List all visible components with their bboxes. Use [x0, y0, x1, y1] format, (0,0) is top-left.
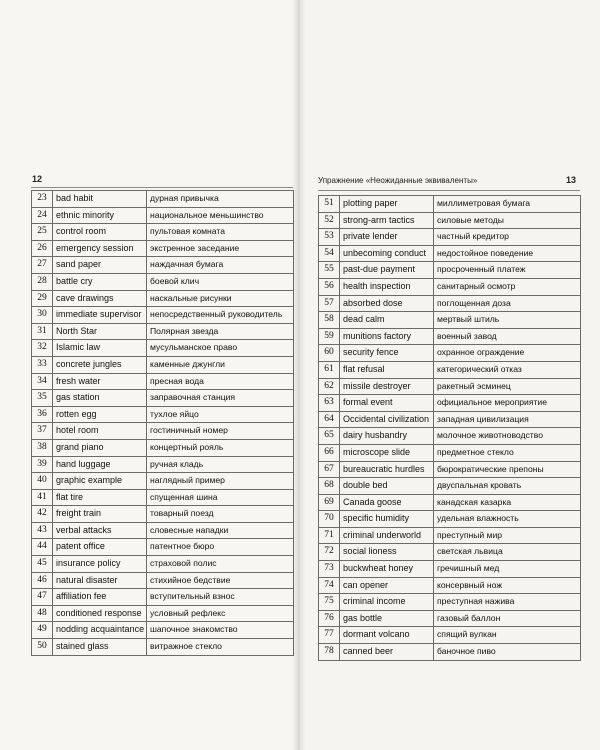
table-row	[319, 610, 581, 627]
russian-equivalent: вступительный взнос	[147, 589, 294, 606]
english-term: dormant volcano	[340, 627, 434, 644]
russian-equivalent: преступный мир	[434, 527, 581, 544]
english-term: social lioness	[340, 544, 434, 561]
table-row	[319, 511, 581, 528]
english-term: munitions factory	[340, 328, 434, 345]
russian-equivalent: товарный поезд	[147, 506, 294, 523]
table-row	[319, 345, 581, 362]
russian-equivalent: концертный рояль	[147, 439, 294, 456]
table-row	[319, 328, 581, 345]
russian-equivalent: экстренное заседание	[147, 240, 294, 257]
russian-equivalent: газовый баллон	[434, 610, 581, 627]
english-term: verbal attacks	[53, 522, 147, 539]
table-row	[32, 622, 294, 639]
row-number: 60	[319, 345, 340, 362]
russian-equivalent: категорический отказ	[434, 361, 581, 378]
row-number: 53	[319, 229, 340, 246]
table-row	[319, 561, 581, 578]
russian-equivalent: санитарный осмотр	[434, 278, 581, 295]
row-number: 67	[319, 461, 340, 478]
english-term: affiliation fee	[53, 589, 147, 606]
row-number: 38	[32, 439, 53, 456]
row-number: 69	[319, 494, 340, 511]
russian-equivalent: силовые методы	[434, 212, 581, 229]
russian-equivalent: Полярная звезда	[147, 323, 294, 340]
russian-equivalent: молочное животноводство	[434, 428, 581, 445]
table-row	[32, 224, 294, 241]
english-term: past-due payment	[340, 262, 434, 279]
russian-equivalent: витражное стекло	[147, 639, 294, 656]
russian-equivalent: двуспальная кровать	[434, 478, 581, 495]
russian-equivalent: каменные джунгли	[147, 356, 294, 373]
english-term: graphic example	[53, 473, 147, 490]
russian-equivalent: спущенная шина	[147, 489, 294, 506]
english-term: stained glass	[53, 639, 147, 656]
russian-equivalent: словесные нападки	[147, 522, 294, 539]
english-term: Occidental civilization	[340, 411, 434, 428]
table-row	[32, 522, 294, 539]
left-header-rule	[31, 187, 293, 188]
table-row	[319, 278, 581, 295]
row-number: 78	[319, 644, 340, 661]
row-number: 28	[32, 273, 53, 290]
vocab-table-left	[31, 190, 294, 656]
row-number: 33	[32, 356, 53, 373]
row-number: 29	[32, 290, 53, 307]
right-page-number: 13	[566, 175, 577, 185]
table-row	[32, 456, 294, 473]
table-row	[319, 644, 581, 661]
table-row	[32, 572, 294, 589]
english-term: private lender	[340, 229, 434, 246]
english-term: Canada goose	[340, 494, 434, 511]
row-number: 63	[319, 395, 340, 412]
row-number: 51	[319, 196, 340, 213]
table-row	[32, 605, 294, 622]
russian-equivalent: заправочная станция	[147, 390, 294, 407]
row-number: 65	[319, 428, 340, 445]
russian-equivalent: боевой клич	[147, 273, 294, 290]
english-term: control room	[53, 224, 147, 241]
russian-equivalent: охранное ограждение	[434, 345, 581, 362]
row-number: 26	[32, 240, 53, 257]
row-number: 40	[32, 473, 53, 490]
table-row	[32, 473, 294, 490]
russian-equivalent: страховой полис	[147, 556, 294, 573]
russian-equivalent: предметное стекло	[434, 444, 581, 461]
english-term: bad habit	[53, 191, 147, 208]
russian-equivalent: условный рефлекс	[147, 605, 294, 622]
english-term: canned beer	[340, 644, 434, 661]
row-number: 66	[319, 444, 340, 461]
row-number: 25	[32, 224, 53, 241]
row-number: 74	[319, 577, 340, 594]
russian-equivalent: частный кредитор	[434, 229, 581, 246]
table-row	[32, 290, 294, 307]
english-term: buckwheat honey	[340, 561, 434, 578]
row-number: 61	[319, 361, 340, 378]
english-term: gas station	[53, 390, 147, 407]
english-term: patent office	[53, 539, 147, 556]
english-term: dead calm	[340, 312, 434, 329]
english-term: battle cry	[53, 273, 147, 290]
russian-equivalent: дурная привычка	[147, 191, 294, 208]
english-term: ethnic minority	[53, 207, 147, 224]
table-row	[32, 589, 294, 606]
row-number: 37	[32, 423, 53, 440]
russian-equivalent: баночное пиво	[434, 644, 581, 661]
row-number: 42	[32, 506, 53, 523]
russian-equivalent: преступная нажива	[434, 594, 581, 611]
table-row	[319, 527, 581, 544]
row-number: 24	[32, 207, 53, 224]
table-row	[319, 262, 581, 279]
row-number: 70	[319, 511, 340, 528]
russian-equivalent: мусульманское право	[147, 340, 294, 357]
table-row	[32, 207, 294, 224]
russian-equivalent: гостиничный номер	[147, 423, 294, 440]
english-term: strong-arm tactics	[340, 212, 434, 229]
english-term: can opener	[340, 577, 434, 594]
russian-equivalent: ручная кладь	[147, 456, 294, 473]
right-header-rule	[318, 190, 580, 191]
table-row	[32, 390, 294, 407]
russian-equivalent: канадская казарка	[434, 494, 581, 511]
russian-equivalent: светская львица	[434, 544, 581, 561]
row-number: 34	[32, 373, 53, 390]
russian-equivalent: тухлое яйцо	[147, 406, 294, 423]
table-row	[319, 478, 581, 495]
row-number: 75	[319, 594, 340, 611]
row-number: 35	[32, 390, 53, 407]
russian-equivalent: непосредственный руководитель	[147, 307, 294, 324]
row-number: 58	[319, 312, 340, 329]
english-term: flat tire	[53, 489, 147, 506]
table-row	[32, 506, 294, 523]
table-row	[32, 257, 294, 274]
english-term: insurance policy	[53, 556, 147, 573]
russian-equivalent: наждачная бумага	[147, 257, 294, 274]
table-row	[32, 406, 294, 423]
row-number: 64	[319, 411, 340, 428]
english-term: emergency session	[53, 240, 147, 257]
russian-equivalent: пресная вода	[147, 373, 294, 390]
russian-equivalent: военный завод	[434, 328, 581, 345]
russian-equivalent: наскальные рисунки	[147, 290, 294, 307]
row-number: 48	[32, 605, 53, 622]
russian-equivalent: наглядный пример	[147, 473, 294, 490]
russian-equivalent: консервный нож	[434, 577, 581, 594]
table-row	[319, 295, 581, 312]
english-term: hotel room	[53, 423, 147, 440]
english-term: criminal underworld	[340, 527, 434, 544]
row-number: 55	[319, 262, 340, 279]
english-term: Islamic law	[53, 340, 147, 357]
table-row	[32, 489, 294, 506]
row-number: 23	[32, 191, 53, 208]
russian-equivalent: бюрократические препоны	[434, 461, 581, 478]
row-number: 32	[32, 340, 53, 357]
russian-equivalent: недостойное поведение	[434, 245, 581, 262]
table-row	[32, 373, 294, 390]
english-term: plotting paper	[340, 196, 434, 213]
row-number: 46	[32, 572, 53, 589]
row-number: 43	[32, 522, 53, 539]
english-term: health inspection	[340, 278, 434, 295]
table-row	[319, 312, 581, 329]
table-row	[319, 444, 581, 461]
russian-equivalent: просроченный платеж	[434, 262, 581, 279]
english-term: hand luggage	[53, 456, 147, 473]
english-term: missile destroyer	[340, 378, 434, 395]
row-number: 50	[32, 639, 53, 656]
english-term: fresh water	[53, 373, 147, 390]
russian-equivalent: пультовая комната	[147, 224, 294, 241]
row-number: 27	[32, 257, 53, 274]
row-number: 44	[32, 539, 53, 556]
row-number: 77	[319, 627, 340, 644]
english-term: nodding acquaintance	[53, 622, 147, 639]
russian-equivalent: стихийное бедствие	[147, 572, 294, 589]
table-row	[319, 196, 581, 213]
english-term: absorbed dose	[340, 295, 434, 312]
row-number: 30	[32, 307, 53, 324]
book-gutter	[292, 0, 306, 750]
row-number: 59	[319, 328, 340, 345]
table-row	[319, 627, 581, 644]
english-term: natural disaster	[53, 572, 147, 589]
row-number: 73	[319, 561, 340, 578]
table-row	[32, 539, 294, 556]
table-row	[32, 356, 294, 373]
russian-equivalent: мертвый штиль	[434, 312, 581, 329]
row-number: 57	[319, 295, 340, 312]
english-term: formal event	[340, 395, 434, 412]
russian-equivalent: поглощенная доза	[434, 295, 581, 312]
table-row	[319, 594, 581, 611]
russian-equivalent: национальное меньшинство	[147, 207, 294, 224]
english-term: unbecoming conduct	[340, 245, 434, 262]
table-row	[319, 577, 581, 594]
row-number: 62	[319, 378, 340, 395]
english-term: security fence	[340, 345, 434, 362]
table-row	[319, 411, 581, 428]
english-term: microscope slide	[340, 444, 434, 461]
english-term: dairy husbandry	[340, 428, 434, 445]
russian-equivalent: патентное бюро	[147, 539, 294, 556]
table-row	[32, 191, 294, 208]
english-term: sand paper	[53, 257, 147, 274]
table-row	[32, 307, 294, 324]
table-row	[319, 428, 581, 445]
table-row	[319, 212, 581, 229]
row-number: 36	[32, 406, 53, 423]
running-title: Упражнение «Неожиданные эквиваленты»	[318, 176, 478, 185]
row-number: 68	[319, 478, 340, 495]
table-row	[319, 544, 581, 561]
table-row	[32, 439, 294, 456]
english-term: rotten egg	[53, 406, 147, 423]
russian-equivalent: удельная влажность	[434, 511, 581, 528]
table-row	[32, 273, 294, 290]
english-term: North Star	[53, 323, 147, 340]
english-term: conditioned response	[53, 605, 147, 622]
table-row	[32, 240, 294, 257]
english-term: cave drawings	[53, 290, 147, 307]
row-number: 47	[32, 589, 53, 606]
english-term: double bed	[340, 478, 434, 495]
vocab-table-right	[318, 195, 581, 661]
row-number: 49	[32, 622, 53, 639]
table-row	[319, 229, 581, 246]
russian-equivalent: гречишный мед	[434, 561, 581, 578]
russian-equivalent: миллиметровая бумага	[434, 196, 581, 213]
row-number: 39	[32, 456, 53, 473]
row-number: 72	[319, 544, 340, 561]
row-number: 71	[319, 527, 340, 544]
table-row	[319, 395, 581, 412]
english-term: freight train	[53, 506, 147, 523]
english-term: concrete jungles	[53, 356, 147, 373]
english-term: bureaucratic hurdles	[340, 461, 434, 478]
table-row	[32, 323, 294, 340]
row-number: 56	[319, 278, 340, 295]
row-number: 41	[32, 489, 53, 506]
table-row	[319, 245, 581, 262]
table-row	[32, 340, 294, 357]
russian-equivalent: шапочное знакомство	[147, 622, 294, 639]
english-term: specific humidity	[340, 511, 434, 528]
table-row	[32, 639, 294, 656]
table-row	[319, 361, 581, 378]
row-number: 45	[32, 556, 53, 573]
table-row	[319, 494, 581, 511]
left-page-number: 12	[32, 174, 43, 184]
row-number: 76	[319, 610, 340, 627]
russian-equivalent: официальное мероприятие	[434, 395, 581, 412]
english-term: criminal income	[340, 594, 434, 611]
russian-equivalent: спящий вулкан	[434, 627, 581, 644]
table-row	[32, 556, 294, 573]
row-number: 31	[32, 323, 53, 340]
english-term: flat refusal	[340, 361, 434, 378]
table-row	[32, 423, 294, 440]
russian-equivalent: западная цивилизация	[434, 411, 581, 428]
row-number: 52	[319, 212, 340, 229]
russian-equivalent: ракетный эсминец	[434, 378, 581, 395]
english-term: grand piano	[53, 439, 147, 456]
table-row	[319, 378, 581, 395]
english-term: gas bottle	[340, 610, 434, 627]
row-number: 54	[319, 245, 340, 262]
table-row	[319, 461, 581, 478]
english-term: immediate supervisor	[53, 307, 147, 324]
